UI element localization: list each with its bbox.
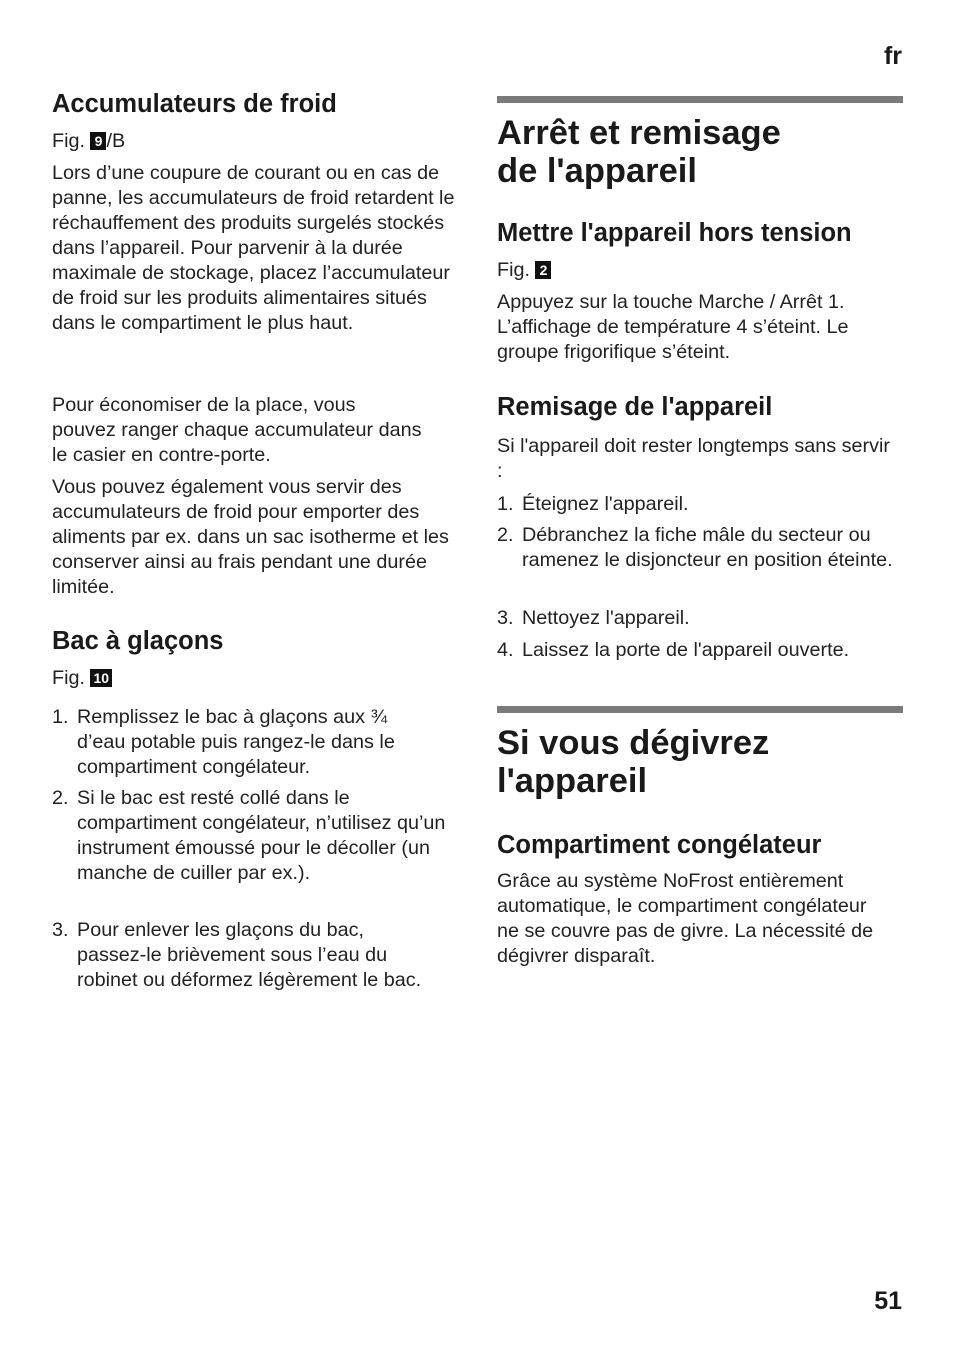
list-number: 4.: [497, 639, 514, 661]
list-item: [52, 786, 458, 886]
list-item: [52, 705, 437, 780]
list-text: Pour enlever les glaçons du bac, passez-le brièvement sous l’eau du robinet ou déformez légèrement le bac.: [77, 919, 422, 991]
fig-prefix: Fig.: [497, 259, 536, 281]
paragraph: Grâce au système NoFrost entièrement automatique, le compartiment congélateur ne se couvre pas de givre. La nécessité de dégivrer disparaît.: [497, 870, 874, 967]
section-divider: [497, 96, 903, 103]
paragraph: Pour économiser de la place, vous pouvez ranger chaque accumulateur dans le casier en contre-porte.: [52, 394, 422, 466]
title-line: Arrêt et remisage: [497, 114, 781, 152]
fig-prefix: Fig.: [52, 130, 91, 152]
list-number: 3.: [52, 919, 69, 941]
list-text: Nettoyez l'appareil.: [522, 607, 690, 629]
heading-bac-a-glacons: Bac à glaçons: [52, 627, 224, 655]
title-line: Si vous dégivrez: [497, 724, 770, 762]
heading-accumulateurs: Accumulateurs de froid: [52, 90, 337, 118]
title-line: l'appareil: [497, 762, 648, 800]
heading-hors-tension: Mettre l'appareil hors tension: [497, 219, 852, 247]
list-text: Débranchez la fiche mâle du secteur ou ramenez le disjoncteur en position éteinte.: [522, 524, 893, 571]
list-text: Remplissez le bac à glaçons aux ¾ d’eau potable puis rangez-le dans le compartiment congélateur.: [77, 706, 395, 778]
title-line: de l'appareil: [497, 152, 697, 190]
figure-reference: [497, 258, 551, 283]
fig-prefix: Fig.: [52, 667, 91, 689]
figure-reference: [52, 666, 112, 691]
paragraph: Lors d’une coupure de courant ou en cas de panne, les accumulateurs de froid retardent le réchauffement des produits surgelés stockés dans l’appareil. Pour parvenir à la durée maximale de stockage, placez l’accumulateur de froid sur les produits alimentaires situés dans le compartiment le plus haut.: [52, 162, 455, 334]
list-text: Si le bac est resté collé dans le compartiment congélateur, n’utilisez qu’un instrument émoussé pour le décoller (un manche de cuiller par ex.).: [77, 787, 446, 884]
figure-reference: [52, 129, 125, 154]
section-title-degivrez: [497, 724, 769, 800]
list-item: [497, 606, 903, 631]
list-item: [497, 523, 903, 573]
list-item: [497, 638, 903, 663]
list-number: 2.: [52, 787, 69, 809]
figure-number-badge: 9: [90, 132, 106, 150]
list-number: 1.: [52, 706, 69, 728]
figure-number-badge: 10: [90, 669, 112, 687]
section-title-arret: [497, 114, 781, 190]
fig-suffix: /B: [106, 130, 126, 152]
list-item: [497, 492, 903, 517]
heading-remisage: Remisage de l'appareil: [497, 393, 773, 421]
list-number: 2.: [497, 524, 514, 546]
list-text: Laissez la porte de l'appareil ouverte.: [522, 639, 850, 661]
page-number: 51: [874, 1287, 902, 1315]
list-item: [52, 918, 437, 993]
list-text: Éteignez l'appareil.: [522, 493, 689, 515]
paragraph: Appuyez sur la touche Marche / Arrêt 1. L’affichage de température 4 s’éteint. Le groupe frigorifique s’éteint.: [497, 291, 849, 363]
paragraph: Vous pouvez également vous servir des accumulateurs de froid pour emporter des aliments par ex. dans un sac isotherme et les conserver ainsi au frais pendant une durée limitée.: [52, 476, 449, 598]
heading-compartiment-congelateur: Compartiment congélateur: [497, 831, 822, 859]
list-number: 1.: [497, 493, 514, 515]
figure-number-badge: 2: [535, 261, 551, 279]
language-tag: fr: [883, 42, 902, 70]
list-number: 3.: [497, 607, 514, 629]
paragraph: Si l'appareil doit rester longtemps sans servir :: [497, 435, 890, 482]
section-divider: [497, 706, 903, 713]
